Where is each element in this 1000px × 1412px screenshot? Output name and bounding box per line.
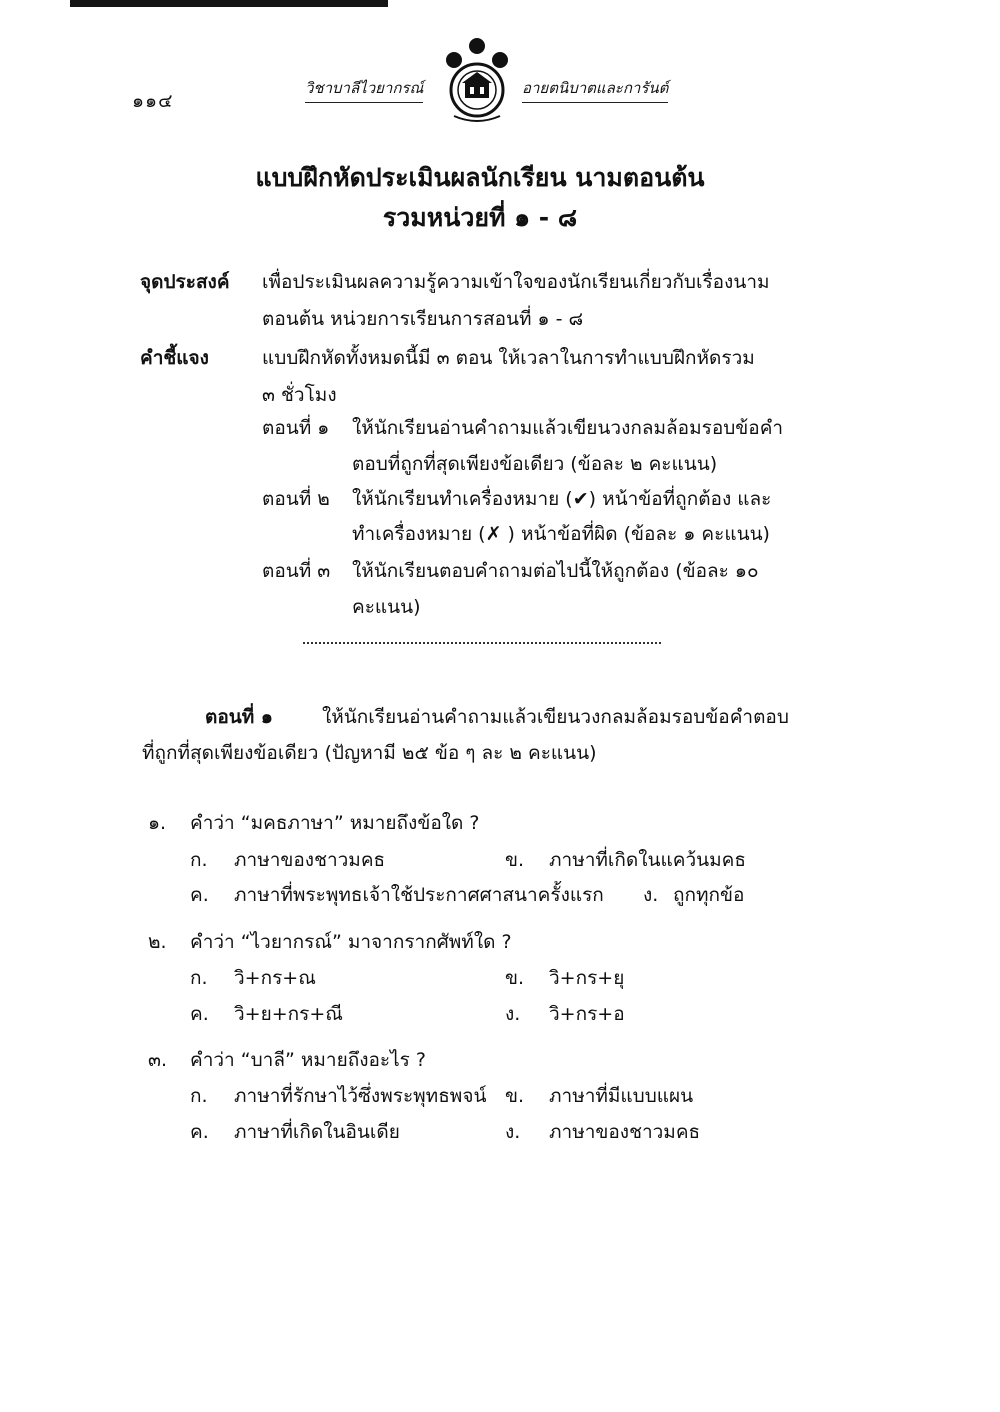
option-letter: ข. bbox=[505, 967, 525, 989]
option-text: ภาษาของชาวมคธ bbox=[234, 849, 386, 871]
emblem-logo-icon bbox=[432, 36, 522, 126]
option-text: ภาษาที่พระพุทธเจ้าใช้ประกาศศาสนาครั้งแรก bbox=[234, 884, 604, 906]
option-text: ภาษาของชาวมคธ bbox=[549, 1121, 701, 1143]
question-1-number: ๑. bbox=[148, 812, 167, 834]
objective-line-2: ตอนต้น หน่วยการเรียนการสอนที่ ๑ - ๘ bbox=[262, 308, 584, 330]
option-text: ถูกทุกข้อ bbox=[673, 884, 745, 906]
option-letter: ก. bbox=[190, 967, 208, 989]
option-text: วิ+กร+อ bbox=[549, 1003, 625, 1025]
question-2-option-d[interactable] bbox=[505, 999, 625, 1029]
objective-label: จุดประสงค์ bbox=[140, 271, 230, 293]
question-3-number: ๓. bbox=[148, 1049, 168, 1071]
option-letter: ค. bbox=[190, 1003, 209, 1025]
option-text: ภาษาที่รักษาไว้ซึ่งพระพุทธพจน์ bbox=[234, 1085, 487, 1107]
part-1-label: ตอนที่ ๑ bbox=[262, 417, 330, 439]
question-1-option-c[interactable] bbox=[190, 880, 604, 910]
option-text: ภาษาที่เกิดในอินเดีย bbox=[234, 1121, 400, 1143]
instructions-line-2: ๓ ชั่วโมง bbox=[262, 384, 337, 406]
option-text: วิ+กร+ยุ bbox=[549, 967, 625, 989]
question-1-option-b[interactable] bbox=[505, 845, 746, 875]
section-1-label: ตอนที่ ๑ bbox=[205, 706, 273, 728]
instructions-label: คำชี้แจง bbox=[140, 347, 209, 369]
question-1-option-a[interactable] bbox=[190, 845, 385, 875]
part-3-line-2: คะแนน) bbox=[352, 596, 421, 618]
option-letter: ข. bbox=[505, 849, 525, 871]
question-3-option-b[interactable] bbox=[505, 1081, 693, 1111]
question-2-option-c[interactable] bbox=[190, 999, 343, 1029]
section-1-line-2: ที่ถูกที่สุดเพียงข้อเดียว (ปัญหามี ๒๕ ข้อ ๆ ละ ๒ คะแนน) bbox=[142, 742, 597, 764]
option-text: วิ+กร+ณ bbox=[234, 967, 316, 989]
option-letter: ง. bbox=[643, 884, 659, 906]
question-1-text: คำว่า “มคธภาษา” หมายถึงข้อใด ? bbox=[190, 812, 480, 834]
question-3-text: คำว่า “บาลี” หมายถึงอะไร ? bbox=[190, 1049, 426, 1071]
question-1-option-d[interactable] bbox=[643, 880, 744, 910]
question-3-option-d[interactable] bbox=[505, 1117, 700, 1147]
question-2-option-b[interactable] bbox=[505, 963, 624, 993]
option-letter: ค. bbox=[190, 884, 209, 906]
instructions-line-1: แบบฝึกหัดทั้งหมดนี้มี ๓ ตอน ให้เวลาในการทำแบบฝึกหัดรวม bbox=[262, 347, 755, 369]
option-letter: ข. bbox=[505, 1085, 525, 1107]
option-letter: ค. bbox=[190, 1121, 209, 1143]
question-2-number: ๒. bbox=[148, 931, 167, 953]
option-letter: ก. bbox=[190, 849, 208, 871]
header-subject: วิชาบาลีไวยากรณ์ bbox=[305, 76, 423, 103]
part-3-label: ตอนที่ ๓ bbox=[262, 560, 331, 582]
top-edge-bar bbox=[70, 0, 388, 7]
option-text: วิ+ย+กร+ณี bbox=[234, 1003, 343, 1025]
objective-line-1: เพื่อประเมินผลความรู้ความเข้าใจของนักเรียนเกี่ยวกับเรื่องนาม bbox=[262, 271, 770, 293]
part-1-line-2: ตอบที่ถูกที่สุดเพียงข้อเดียว (ข้อละ ๒ คะแนน) bbox=[352, 453, 718, 475]
question-3-option-c[interactable] bbox=[190, 1117, 400, 1147]
question-2-option-a[interactable] bbox=[190, 963, 316, 993]
part-3-line-1: ให้นักเรียนตอบคำถามต่อไปนี้ให้ถูกต้อง (ข้อละ ๑๐ bbox=[352, 560, 759, 582]
page-subtitle: รวมหน่วยที่ ๑ - ๘ bbox=[382, 203, 578, 232]
section-1-line-1: ให้นักเรียนอ่านคำถามแล้วเขียนวงกลมล้อมรอบข้อคำตอบ bbox=[322, 706, 789, 728]
question-2-text: คำว่า “ไวยากรณ์” มาจากรากศัพท์ใด ? bbox=[190, 931, 512, 953]
part-2-line-1: ให้นักเรียนทำเครื่องหมาย (✔) หน้าข้อที่ถูกต้อง และ bbox=[352, 488, 772, 510]
option-text: ภาษาที่เกิดในแคว้นมคธ bbox=[549, 849, 746, 871]
question-3-option-a[interactable] bbox=[190, 1081, 486, 1111]
dotted-divider bbox=[303, 642, 661, 644]
page-title: แบบฝึกหัดประเมินผลนักเรียน นามตอนต้น bbox=[255, 163, 705, 192]
part-1-line-1: ให้นักเรียนอ่านคำถามแล้วเขียนวงกลมล้อมรอบข้อคำ bbox=[352, 417, 784, 439]
option-letter: ง. bbox=[505, 1003, 521, 1025]
option-text: ภาษาที่มีแบบแผน bbox=[549, 1085, 694, 1107]
part-2-line-2: ทำเครื่องหมาย (✗ ) หน้าข้อที่ผิด (ข้อละ ๑ คะแนน) bbox=[352, 523, 770, 545]
part-2-label: ตอนที่ ๒ bbox=[262, 488, 330, 510]
header-topic: อายตนิบาตและการันต์ bbox=[522, 76, 668, 103]
option-letter: ก. bbox=[190, 1085, 208, 1107]
page-number: ๑๑๔ bbox=[132, 90, 174, 112]
option-letter: ง. bbox=[505, 1121, 521, 1143]
